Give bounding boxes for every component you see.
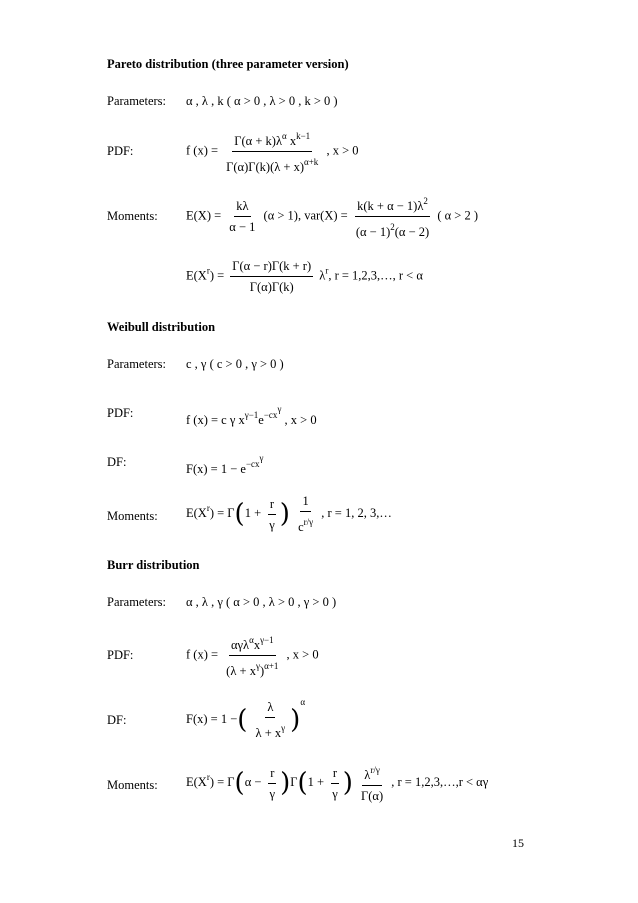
burr-a-den: γ bbox=[269, 786, 276, 801]
burr-b-left-paren: ( bbox=[297, 768, 308, 798]
weibull-pdf-sup2: −cx bbox=[263, 410, 278, 420]
weibull-right-paren: ) bbox=[279, 499, 290, 529]
burr-a-left-paren: ( bbox=[234, 768, 245, 798]
weibull-params: c , γ ( c > 0 , γ > 0 ) bbox=[186, 357, 284, 371]
pareto-raw-lhs-close: ) = bbox=[209, 268, 225, 283]
burr-pdf-lhs: f (x) = bbox=[186, 647, 219, 662]
weibull-pdf-sup1: γ−1 bbox=[244, 410, 259, 420]
burr-df-den: λ + x bbox=[255, 726, 282, 741]
burr-df-formula bbox=[186, 697, 305, 741]
burr-pdf-den-close: ) bbox=[259, 664, 265, 678]
burr-b-right-paren: ) bbox=[342, 768, 353, 798]
burr-pdf-den-sup1: γ bbox=[255, 661, 260, 671]
page-number: 15 bbox=[512, 836, 524, 850]
burr-pdf-num-sup1: α bbox=[249, 635, 254, 645]
pareto-mean-var-formula bbox=[186, 193, 478, 240]
burr-c-fraction bbox=[359, 762, 385, 804]
pareto-pdf-label: PDF: bbox=[107, 144, 134, 158]
pareto-pdf-cond: , x > 0 bbox=[326, 143, 359, 158]
burr-heading: Burr distribution bbox=[107, 558, 200, 572]
weibull-left-paren: ( bbox=[234, 499, 245, 529]
pareto-var-num: k(k + α − 1)λ bbox=[357, 199, 424, 213]
burr-df-left-paren: ( bbox=[237, 705, 248, 736]
pareto-mean-lhs: E(X) = bbox=[186, 208, 222, 223]
burr-pdf-label: PDF: bbox=[107, 648, 134, 662]
weibull-df-sup2: γ bbox=[259, 453, 264, 463]
burr-df-lhs: F(x) = 1 − bbox=[186, 712, 238, 726]
weibull-inner-den: γ bbox=[269, 517, 275, 532]
pareto-mean-num: kλ bbox=[234, 198, 250, 217]
burr-raw-mid: Γ bbox=[290, 774, 298, 789]
burr-b-fraction bbox=[330, 765, 340, 802]
pareto-raw-lhs-sup: r bbox=[206, 265, 210, 276]
weibull-pdf-label: PDF: bbox=[107, 406, 134, 420]
pareto-mean-cond: (α > 1), var(X) = bbox=[263, 208, 348, 223]
pareto-var-fraction bbox=[354, 193, 431, 240]
burr-raw-lhs: E(X bbox=[186, 774, 207, 789]
burr-df-den-sup: γ bbox=[281, 723, 286, 734]
pareto-pdf-num: Γ(α + k)λ bbox=[234, 134, 283, 148]
burr-pdf-den-sup2: α+1 bbox=[264, 661, 279, 671]
burr-pdf-num-sup2: γ−1 bbox=[260, 635, 274, 645]
pareto-raw-cond: , r = 1,2,3,…, r < α bbox=[328, 268, 423, 283]
pareto-pdf-num-mid: x bbox=[286, 134, 297, 148]
burr-moments-label: Moments: bbox=[107, 778, 158, 792]
pareto-raw-lhs: E(X bbox=[186, 268, 207, 283]
pareto-var-num-sup: 2 bbox=[423, 196, 428, 206]
burr-pdf-num: αγλ bbox=[230, 638, 250, 652]
pareto-params-label: Parameters: bbox=[107, 94, 167, 108]
weibull-outer-fraction bbox=[296, 493, 315, 535]
burr-b-num: r bbox=[331, 765, 339, 784]
pareto-heading: Pareto distribution (three parameter version) bbox=[107, 57, 349, 71]
weibull-raw-lhs: E(X bbox=[186, 505, 207, 520]
weibull-df-sup: −cx bbox=[245, 459, 260, 469]
weibull-raw-moment-formula bbox=[186, 493, 392, 535]
weibull-inner-fraction bbox=[267, 496, 277, 533]
burr-a-fraction bbox=[268, 765, 278, 802]
pareto-pdf-num-sup1: α bbox=[282, 131, 287, 141]
pareto-params: α , λ , k ( α > 0 , λ > 0 , k > 0 ) bbox=[186, 94, 338, 108]
pareto-moments-label: Moments: bbox=[107, 209, 158, 223]
burr-df-fraction bbox=[254, 699, 288, 741]
weibull-outer-den: c bbox=[298, 520, 304, 534]
pareto-pdf-lhs: f (x) = bbox=[186, 143, 219, 158]
burr-df-right-paren: ) bbox=[290, 705, 301, 736]
pareto-pdf-den: Γ(α)Γ(k)(λ + x) bbox=[226, 160, 305, 174]
burr-pdf-fraction bbox=[224, 632, 280, 679]
weibull-df-main: F(x) = 1 − e bbox=[186, 462, 246, 476]
burr-params-label: Parameters: bbox=[107, 595, 167, 609]
weibull-outer-den-sup: r/γ bbox=[303, 517, 314, 527]
weibull-pdf-a: f (x) = c γ x bbox=[186, 413, 245, 427]
burr-pdf-cond: , x > 0 bbox=[286, 647, 319, 662]
weibull-pdf-formula bbox=[186, 404, 317, 428]
burr-b-den: γ bbox=[332, 786, 338, 801]
pareto-raw-moment-formula bbox=[186, 258, 423, 295]
weibull-raw-lhs-sup: r bbox=[206, 502, 210, 513]
burr-c-num: λ bbox=[364, 768, 371, 782]
burr-pdf-den: (λ + x bbox=[226, 664, 256, 678]
weibull-pdf-b: e bbox=[258, 413, 264, 427]
burr-pdf-num-mid: x bbox=[253, 638, 261, 652]
pareto-raw-den: Γ(α)Γ(k) bbox=[249, 280, 294, 294]
pareto-pdf-den-sup: α+k bbox=[304, 157, 319, 167]
burr-raw-b: 1 + bbox=[307, 774, 325, 789]
weibull-raw-cond: , r = 1, 2, 3,… bbox=[321, 505, 392, 520]
burr-raw-a: α − bbox=[244, 774, 262, 789]
weibull-raw-lhs-close: ) = Γ bbox=[209, 505, 235, 520]
burr-c-num-sup: r/γ bbox=[370, 765, 380, 775]
weibull-outer-num: 1 bbox=[300, 493, 310, 512]
burr-df-sup: α bbox=[300, 697, 306, 707]
burr-params: α , λ , γ ( α > 0 , λ > 0 , γ > 0 ) bbox=[186, 595, 337, 609]
burr-df-label: DF: bbox=[107, 713, 127, 727]
pareto-mean-fraction bbox=[227, 198, 257, 235]
burr-df-num: λ bbox=[265, 699, 275, 718]
weibull-moments-label: Moments: bbox=[107, 509, 158, 523]
weibull-raw-inner: 1 + bbox=[244, 505, 262, 520]
pareto-pdf-formula bbox=[186, 128, 359, 175]
pareto-raw-num: Γ(α − r)Γ(k + r) bbox=[230, 258, 313, 277]
burr-a-num: r bbox=[268, 765, 276, 784]
pareto-var-den: (α − 1) bbox=[355, 225, 391, 239]
weibull-heading: Weibull distribution bbox=[107, 320, 216, 334]
burr-a-right-paren: ) bbox=[280, 768, 291, 798]
burr-pdf-formula bbox=[186, 632, 319, 679]
burr-c-den: Γ(α) bbox=[361, 789, 384, 803]
weibull-inner-num: r bbox=[268, 496, 276, 515]
weibull-df-formula bbox=[186, 453, 264, 477]
pareto-var-den-rest: (α − 2) bbox=[394, 225, 430, 239]
pareto-raw-tail-sup: r bbox=[325, 265, 329, 276]
burr-raw-lhs-sup: r bbox=[206, 771, 210, 782]
pareto-var-den-sup: 2 bbox=[390, 222, 395, 232]
pareto-raw-fraction bbox=[230, 258, 313, 295]
burr-raw-cond: , r = 1,2,3,…,r < αγ bbox=[391, 774, 489, 789]
weibull-pdf-cond: , x > 0 bbox=[281, 413, 317, 427]
burr-raw-moment-formula bbox=[186, 762, 488, 804]
pareto-pdf-num-sup2: k−1 bbox=[296, 131, 311, 141]
weibull-pdf-sup3: γ bbox=[277, 404, 282, 414]
pareto-pdf-fraction bbox=[224, 128, 320, 175]
weibull-df-label: DF: bbox=[107, 455, 127, 469]
pareto-var-cond: ( α > 2 ) bbox=[437, 208, 479, 223]
pareto-mean-den: α − 1 bbox=[229, 220, 256, 234]
burr-raw-lhs-close: ) = Γ bbox=[209, 774, 235, 789]
pareto-raw-tail: λ bbox=[319, 268, 326, 283]
weibull-params-label: Parameters: bbox=[107, 357, 167, 371]
